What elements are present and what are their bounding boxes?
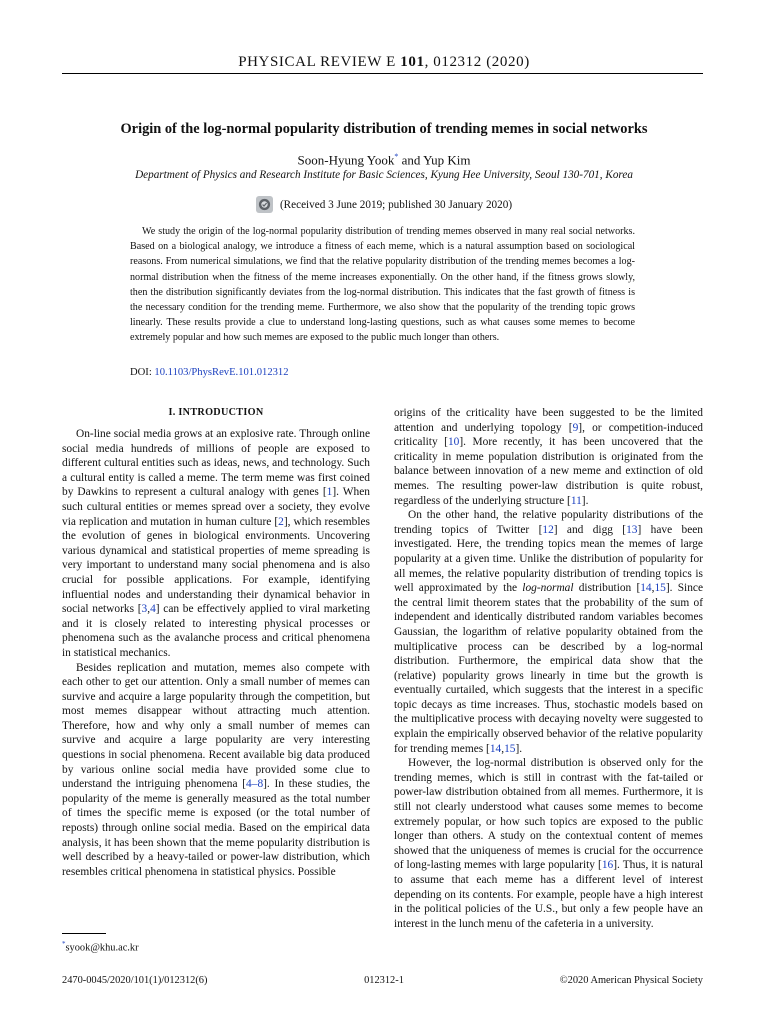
copyright: ©2020 American Physical Society: [559, 975, 703, 986]
body-text: However, the log-normal distribution is observed only for the trending memes, which is still in contrast with the fat-tailed or power-law distribution obtained from all memes. Furthermore, it is still not clearly understood what causes some memes to become extremely popular, or how such topics are exposed to the public longer than others. A study on the contextual content of memes showed that the uniqueness of memes is crucial for the occurrence of long-lasting memes with large popularity [: [394, 757, 703, 872]
body-text: ,: [651, 582, 655, 595]
body-paragraph: [394, 756, 703, 931]
doi-line: [130, 367, 289, 378]
citation-link[interactable]: 15: [504, 742, 516, 755]
citation-link[interactable]: 3: [141, 603, 148, 616]
body-text: ] and digg [: [553, 523, 627, 536]
left-column: [62, 406, 370, 879]
body-text: ,: [147, 603, 151, 616]
emphasis-text: log-normal: [522, 582, 574, 595]
doi-link[interactable]: 10.1103/PhysRevE.101.012312: [154, 367, 289, 378]
citation-link[interactable]: 1: [326, 486, 333, 499]
footnote-rule: [62, 933, 106, 934]
body-text: distribution [: [573, 582, 641, 595]
body-text: ], or competition-induced criticality [: [394, 421, 703, 449]
body-text: Besides replication and mutation, memes also compete with each other to get our attention. Only a small number of memes can survive and acquire a large popularity through the competition, but most memes disappear without attracting much attention. Therefore, how and why only a small number of memes can survive and acquire a large popularity are very interesting questions in social phenomena. Recent available big data produced by various online social media have provided some clue to understand the intriguing phenomena [: [62, 661, 370, 791]
body-text: ]. When such cultural entities or memes spread over a society, they evolve via replication and mutation in human culture [: [62, 486, 371, 528]
citation-link[interactable]: 9: [572, 421, 579, 434]
affiliation: Department of Physics and Research Institute for Basic Sciences, Kyung Hee University, Seoul 130-701, Korea: [135, 169, 633, 181]
citation-link[interactable]: 11: [570, 494, 582, 507]
journal-name: PHYSICAL REVIEW E: [238, 54, 396, 70]
citation-link[interactable]: 2: [278, 515, 284, 528]
author-footnote-mark[interactable]: *: [394, 152, 399, 161]
citation-link[interactable]: 12: [542, 523, 554, 536]
body-text: origins of the criticality have been suggested to be the limited attention and underlying topology [: [394, 407, 703, 434]
citation-link[interactable]: 4–8: [246, 778, 264, 791]
body-paragraph: [394, 406, 703, 508]
footnote-mark: *: [62, 940, 66, 948]
header-rule: [62, 73, 703, 74]
crossmark-icon[interactable]: [256, 196, 273, 213]
paper-title: Origin of the log-normal popularity distribution of trending memes in social networks: [120, 121, 648, 137]
body-text: On-line social media grows at an explosive rate. Through online social media hundreds of millions of people are exposed to different cultural entities such as ideas, news, and technology. Such a cultural entity is called a meme. The term meme was first coined by Dawkins to represent a cultural analogy with genes [: [62, 428, 370, 499]
citation-link[interactable]: 4: [150, 603, 156, 616]
journal-volume: 101: [400, 54, 425, 70]
citation-link[interactable]: 14: [640, 582, 652, 595]
citation-link[interactable]: 16: [601, 859, 614, 872]
received-dates: (Received 3 June 2019; published 30 January 2020): [279, 198, 513, 211]
author-line: [0, 152, 768, 168]
author-joiner: and: [398, 152, 424, 168]
body-paragraph: [62, 661, 370, 880]
footer-issn: 2470-0045/2020/101(1)/012312(6): [62, 975, 208, 986]
citation-link[interactable]: 13: [626, 523, 638, 536]
citation-link[interactable]: 14: [489, 742, 502, 755]
email-address[interactable]: syook@khu.ac.kr: [65, 942, 139, 954]
journal-header: [0, 54, 768, 71]
right-column: [394, 406, 703, 931]
body-text: ]. More recently, it has been uncovered that the criticality in meme population distribution is originated from the balance between innovation of a new meme and extinction of old memes. The resulting power-law distribution is quite robust, regardless of the underlying structure [: [394, 436, 703, 507]
journal-article-number: , 012312 (2020): [424, 54, 530, 70]
footnote: [62, 940, 139, 953]
author-name: Yup Kim: [423, 152, 471, 168]
body-paragraph: [62, 427, 370, 661]
doi-label: DOI:: [130, 367, 155, 378]
page-number: 012312-1: [364, 975, 404, 986]
section-heading: I. INTRODUCTION: [168, 407, 264, 418]
body-text: ]. Since the central limit theorem states that the probability of the sum of independent and identically distributed random variables becomes Gaussian, the logarithm of relative popularity obtained from the multiplicative process can be described by a log-normal distribution. Furthermore, the empirical data show that the (relative) popularity grows linearly in time but the growth is eventually curtailed, which suggests that the interest in a specific topic decays as time increases. Thus, stochastic models based on the multiplicative process with decaying novelty were suggested to explain the empirically observed behavior of the relative popularity for trending memes [: [394, 582, 704, 755]
body-text: ].: [515, 742, 523, 755]
body-text: On the other hand, the relative popularity distributions of the trending topics of Twitter [: [394, 509, 703, 536]
body-text: ] can be effectively applied to viral marketing and it is closely related to interesting physical processes or phenomena such as the avalanche process and critical phenomena in statistical mechanics.: [62, 603, 370, 659]
body-text: ] have been investigated. Here, the trending topics mean the memes of large popularity at a given time. Unlike the distribution of popularity for all memes, the relative popularity distribution of trending topics is well approximated by the: [394, 523, 703, 595]
body-text: ,: [501, 742, 505, 755]
citation-link[interactable]: 15: [654, 582, 666, 595]
body-text: ].: [581, 494, 589, 507]
body-text: ]. Thus, it is natural to assume that each meme has a different level of interest depending on its contents. For example, people have a high interest in the political policies of the U.S., but only a few people have an interest in the lunch menu of the cafeteria in a university.: [394, 859, 703, 930]
body-paragraph: [394, 508, 703, 756]
citation-link[interactable]: 10: [447, 436, 460, 449]
author-name: Soon-Hyung Yook: [297, 152, 395, 168]
abstract: We study the origin of the log-normal popularity distribution of trending memes observed in many real social networks. Based on a biological analogy, we introduce a fitness of each meme, which is a natural assumption based on sociological reasons. From numerical simulations, we find that the relative popularity distribution of the trending memes becomes a log-normal distribution when the fitness of the meme increases exponentially. On the other hand, if the fitness grows slowly, then the distribution significantly deviates from the log-normal distribution. This indicates that the fast growth of fitness is the necessary condition for the trending meme. Furthermore, we also show that the popularity of the trending topic grows linearly. These results provide a clue to understand long-lasting questions, such as what causes some memes to become extremely popular and how such memes are exposed to the public much longer than others.: [130, 226, 635, 344]
body-text: ], which resembles the evolution of genes in biological environments. Uncovering various dynamical and statistical properties of meme spreading is very important to understand many social phenomena and is also crucial for possible applications. For example, identifying influential nodes and understanding their dynamical behavior in social networks [: [62, 515, 370, 616]
body-text: ]. In these studies, the popularity of the meme is generally measured as the total number of times the specific meme is exposed (or the total number of reposts) through online social media. Based on the empirical data analysis, it has been shown that the meme popularity distribution is well described by a heavy-tailed or power-law distribution, which resembles critical phenomena in statistical physics. Possible: [62, 778, 370, 878]
received-line: [0, 196, 768, 213]
